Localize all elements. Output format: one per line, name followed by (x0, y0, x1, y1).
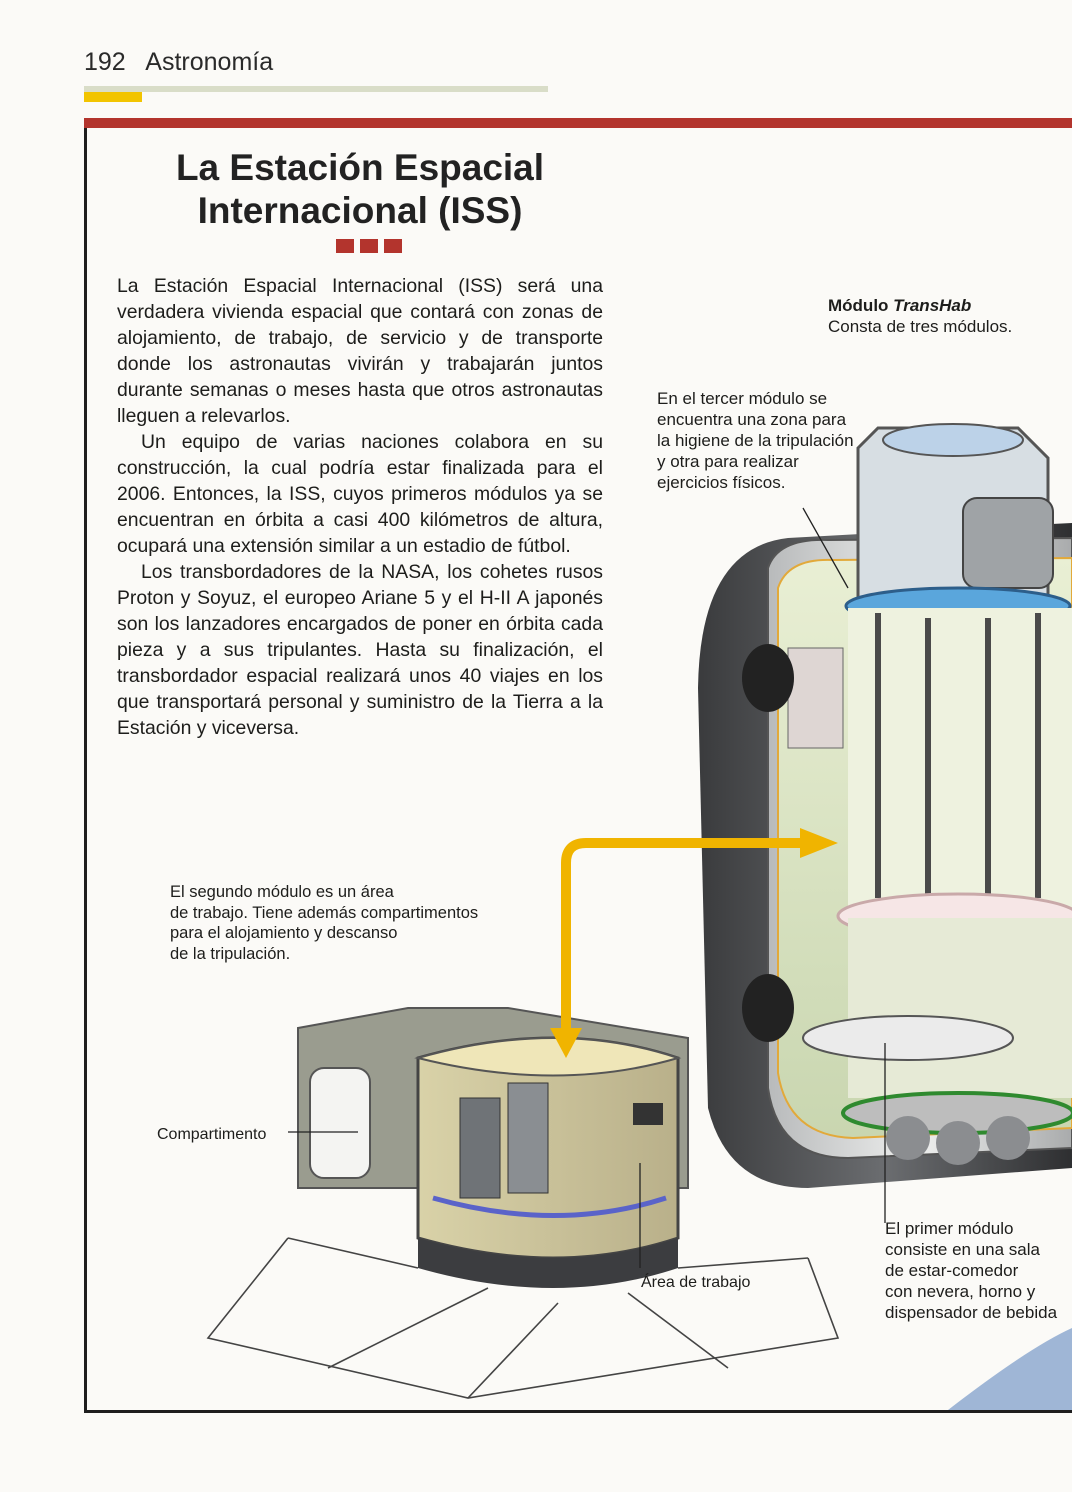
caption-line: El primer módulo (885, 1219, 1014, 1238)
caption-line: de trabajo. Tiene además compartimentos (170, 903, 479, 922)
caption-compartimento: Compartimento (157, 1126, 267, 1143)
caption-line: El segundo módulo es un área (170, 883, 394, 901)
paragraph-2: Un equipo de varias naciones colabora en su construcción, la cual podría estar finalizada para el 2006. Entonces, la ISS, cuyos primeros módulos ya se encuentran en órbita a casi 400 kilómetros de altura, ocupará una extensión similar a un estadio de fútbol. (117, 431, 603, 557)
title-line-2: Internacional (ISS) (197, 190, 523, 231)
frame-left-border (84, 128, 87, 1412)
caption-segundo-modulo (170, 882, 530, 964)
caption-tercer-modulo (657, 388, 887, 493)
caption-line: de la tripulación. (170, 944, 291, 963)
header-accent (84, 92, 142, 102)
header-rule (84, 86, 548, 92)
caption-line: y otra para realizar (657, 452, 799, 471)
caption-area-trabajo: Área de trabajo (641, 1274, 751, 1291)
caption-line: con nevera, horno y (885, 1282, 1036, 1301)
caption-line: de estar-comedor (885, 1261, 1019, 1280)
section-title: Astronomía (145, 48, 274, 76)
title-line-1: La Estación Espacial (175, 147, 545, 188)
red-top-rule (84, 118, 1072, 128)
page-number: 192 (84, 48, 126, 76)
article-body (117, 273, 603, 741)
caption-line: ejercicios físicos. (657, 473, 786, 492)
article-title (120, 146, 600, 232)
caption-line: para el alojamiento y descanso (170, 924, 398, 942)
caption-primer-modulo (885, 1218, 1072, 1323)
transhab-name: TransHab (893, 296, 972, 315)
caption-line: la higiene de la tripulación (657, 431, 854, 450)
caption-line: En el tercer módulo se (657, 389, 828, 408)
caption-line: consiste en una sala (885, 1240, 1040, 1259)
transhab-label: Módulo (828, 296, 889, 315)
transhab-desc: Consta de tres módulos. (828, 317, 1013, 336)
caption-line: dispensador de bebida (885, 1303, 1058, 1322)
page-header (84, 48, 273, 77)
paragraph-1: La Estación Espacial Internacional (ISS) será una verdadera vivienda espacial que contará con zonas de alojamiento, de trabajo, de servicio y de transporte donde los astronautas vivirán y trabajarán juntos durante semanas o meses hasta que otros astronautas lleguen a relevarlos. (117, 275, 603, 427)
frame-bottom-border (84, 1410, 1072, 1413)
title-ornament (336, 239, 402, 253)
caption-transhab (828, 295, 1012, 337)
paragraph-3: Los transbordadores de la NASA, los cohetes rusos Proton y Soyuz, el europeo Ariane 5 y el H-II A japonés son los lanzadores encargados de poner en órbita cada pieza y a sus tripulantes. Hasta su finalización, el transbordador espacial realizará unos 40 viajes en los que transportará personal y suministro de la Tierra a la Estación y viceversa. (117, 561, 603, 739)
caption-line: encuentra una zona para (657, 410, 847, 429)
